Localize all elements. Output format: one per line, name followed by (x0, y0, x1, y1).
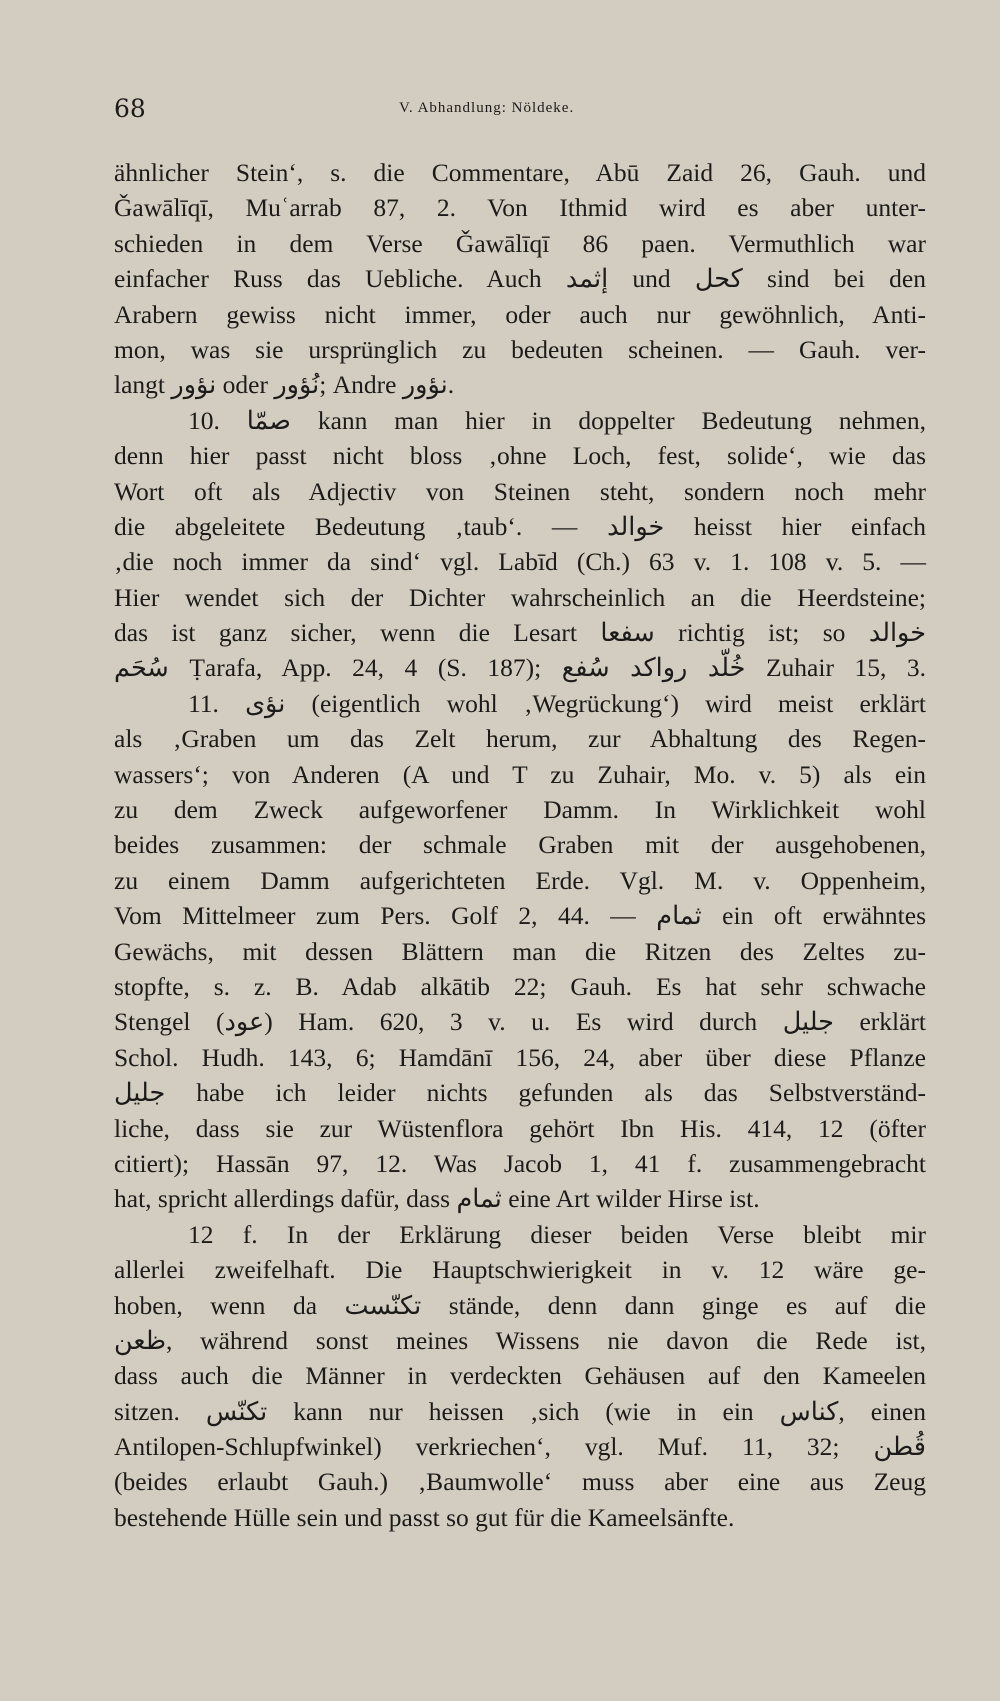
text-line: dass auch die Männer in verdeckten Gehäusen auf den Kameelen (114, 1361, 926, 1391)
text-line: Gewächs, mit dessen Blättern man die Ritzen des Zeltes zu- (114, 936, 926, 966)
text-line: hoben, wenn da تكنّست stände, denn dann ginge es auf die (114, 1290, 926, 1320)
paragraph-start-line: 12 f. In der Erklärung dieser beiden Verse bleibt mir (188, 1219, 926, 1249)
text-line: die abgeleitete Bedeutung ‚taub‘. — خوالد heisst hier einfach (114, 511, 926, 541)
text-line: zu einem Damm aufgerichteten Erde. Vgl. M. v. Oppenheim, (114, 865, 926, 895)
page-number: 68 (114, 94, 146, 123)
text-line: Stengel (عود) Ham. 620, 3 v. u. Es wird durch جليل erklärt (114, 1007, 926, 1037)
text-line: ظعن, während sonst meines Wissens nie davon die Rede ist, (114, 1325, 926, 1355)
body-text (114, 155, 926, 1535)
text-line: als ‚Graben um das Zelt herum, zur Abhaltung des Regen- (114, 724, 926, 754)
text-line: hat, spricht allerdings dafür, dass ثمام eine Art wilder Hirse ist. (114, 1184, 760, 1214)
text-line: liche, dass sie zur Wüstenflora gehört Ibn His. 414, 12 (öfter (114, 1113, 926, 1143)
text-line: das ist ganz sicher, wenn die Lesart سفعا richtig ist; so خوالد (114, 618, 926, 648)
text-line: beides zusammen: der schmale Graben mit der ausgehobenen, (114, 830, 926, 860)
text-line: Schol. Hudh. 143, 6; Hamdānī 156, 24, aber über diese Pflanze (114, 1042, 926, 1072)
running-head: V. Abhandlung: Nöldeke. (399, 100, 575, 116)
text-line: جليل habe ich leider nichts gefunden als das Selbstverständ- (114, 1078, 926, 1108)
text-line: allerlei zweifelhaft. Die Hauptschwierigkeit in v. 12 wäre ge- (114, 1255, 926, 1285)
text-line: Antilopen-Schlupfwinkel) verkriechen‘, vgl. Muf. 11, 32; قُطن (114, 1432, 926, 1462)
text-line: mon, was sie ursprünglich zu bedeuten scheinen. — Gauh. ver- (114, 334, 926, 364)
text-line: (beides erlaubt Gauh.) ‚Baumwolle‘ muss aber eine aus Zeug (114, 1467, 926, 1497)
text-line: zu dem Zweck aufgeworfener Damm. In Wirklichkeit wohl (114, 795, 926, 825)
text-line: einfacher Russ das Uebliche. Auch إثمد und كحل sind bei den (114, 264, 926, 294)
text-line: Wort oft als Adjectiv von Steinen steht, sondern noch mehr (114, 476, 926, 506)
page-header (114, 94, 926, 134)
text-line: ‚die noch immer da sind‘ vgl. Labīd (Ch.) 63 v. 1. 108 v. 5. — (114, 547, 926, 577)
text-line: citiert); Hassān 97, 12. Was Jacob 1, 41 f. zusammengebracht (114, 1148, 926, 1178)
text-line: langt نؤور oder نُؤور; Andre نؤور. (114, 370, 455, 400)
text-line: ähnlicher Stein‘, s. die Commentare, Abū Zaid 26, Gauh. und (114, 158, 926, 187)
text-line: stopfte, s. z. B. Adab alkātib 22; Gauh. Es hat sehr schwache (114, 971, 926, 1001)
paragraph-start-line: 10. صمّا kann man hier in doppelter Bedeutung nehmen, (188, 405, 926, 435)
text-line: sitzen. تكنّس kann nur heissen ‚sich (wie in ein كناس, einen (114, 1396, 926, 1426)
text-line: Vom Mittelmeer zum Pers. Golf 2, 44. — ثمام ein oft erwähntes (114, 901, 926, 931)
paragraph-start-line: 11. نؤى (eigentlich wohl ‚Wegrückung‘) wird meist erklärt (188, 688, 926, 718)
text-line: schieden in dem Verse Ǧawālīqī 86 paen. Vermuthlich war (114, 228, 926, 258)
text-line: سُحَم Ṭarafa, App. 24, 4 (S. 187); خُلّد رواكد سُفع Zuhair 15, 3. (114, 653, 926, 683)
text-line: bestehende Hülle sein und passt so gut für die Kameelsänfte. (114, 1502, 735, 1532)
text-line: Arabern gewiss nicht immer, oder auch nur gewöhnlich, Anti- (114, 299, 926, 329)
text-line: Ǧawālīqī, Muʿarrab 87, 2. Von Ithmid wird es aber unter- (114, 193, 926, 223)
text-line: Hier wendet sich der Dichter wahrscheinlich an die Heerdsteine; (114, 582, 926, 612)
text-line: denn hier passt nicht bloss ‚ohne Loch, fest, solide‘, wie das (114, 441, 926, 471)
text-line: wassers‘; von Anderen (A und T zu Zuhair, Mo. v. 5) als ein (114, 759, 926, 789)
